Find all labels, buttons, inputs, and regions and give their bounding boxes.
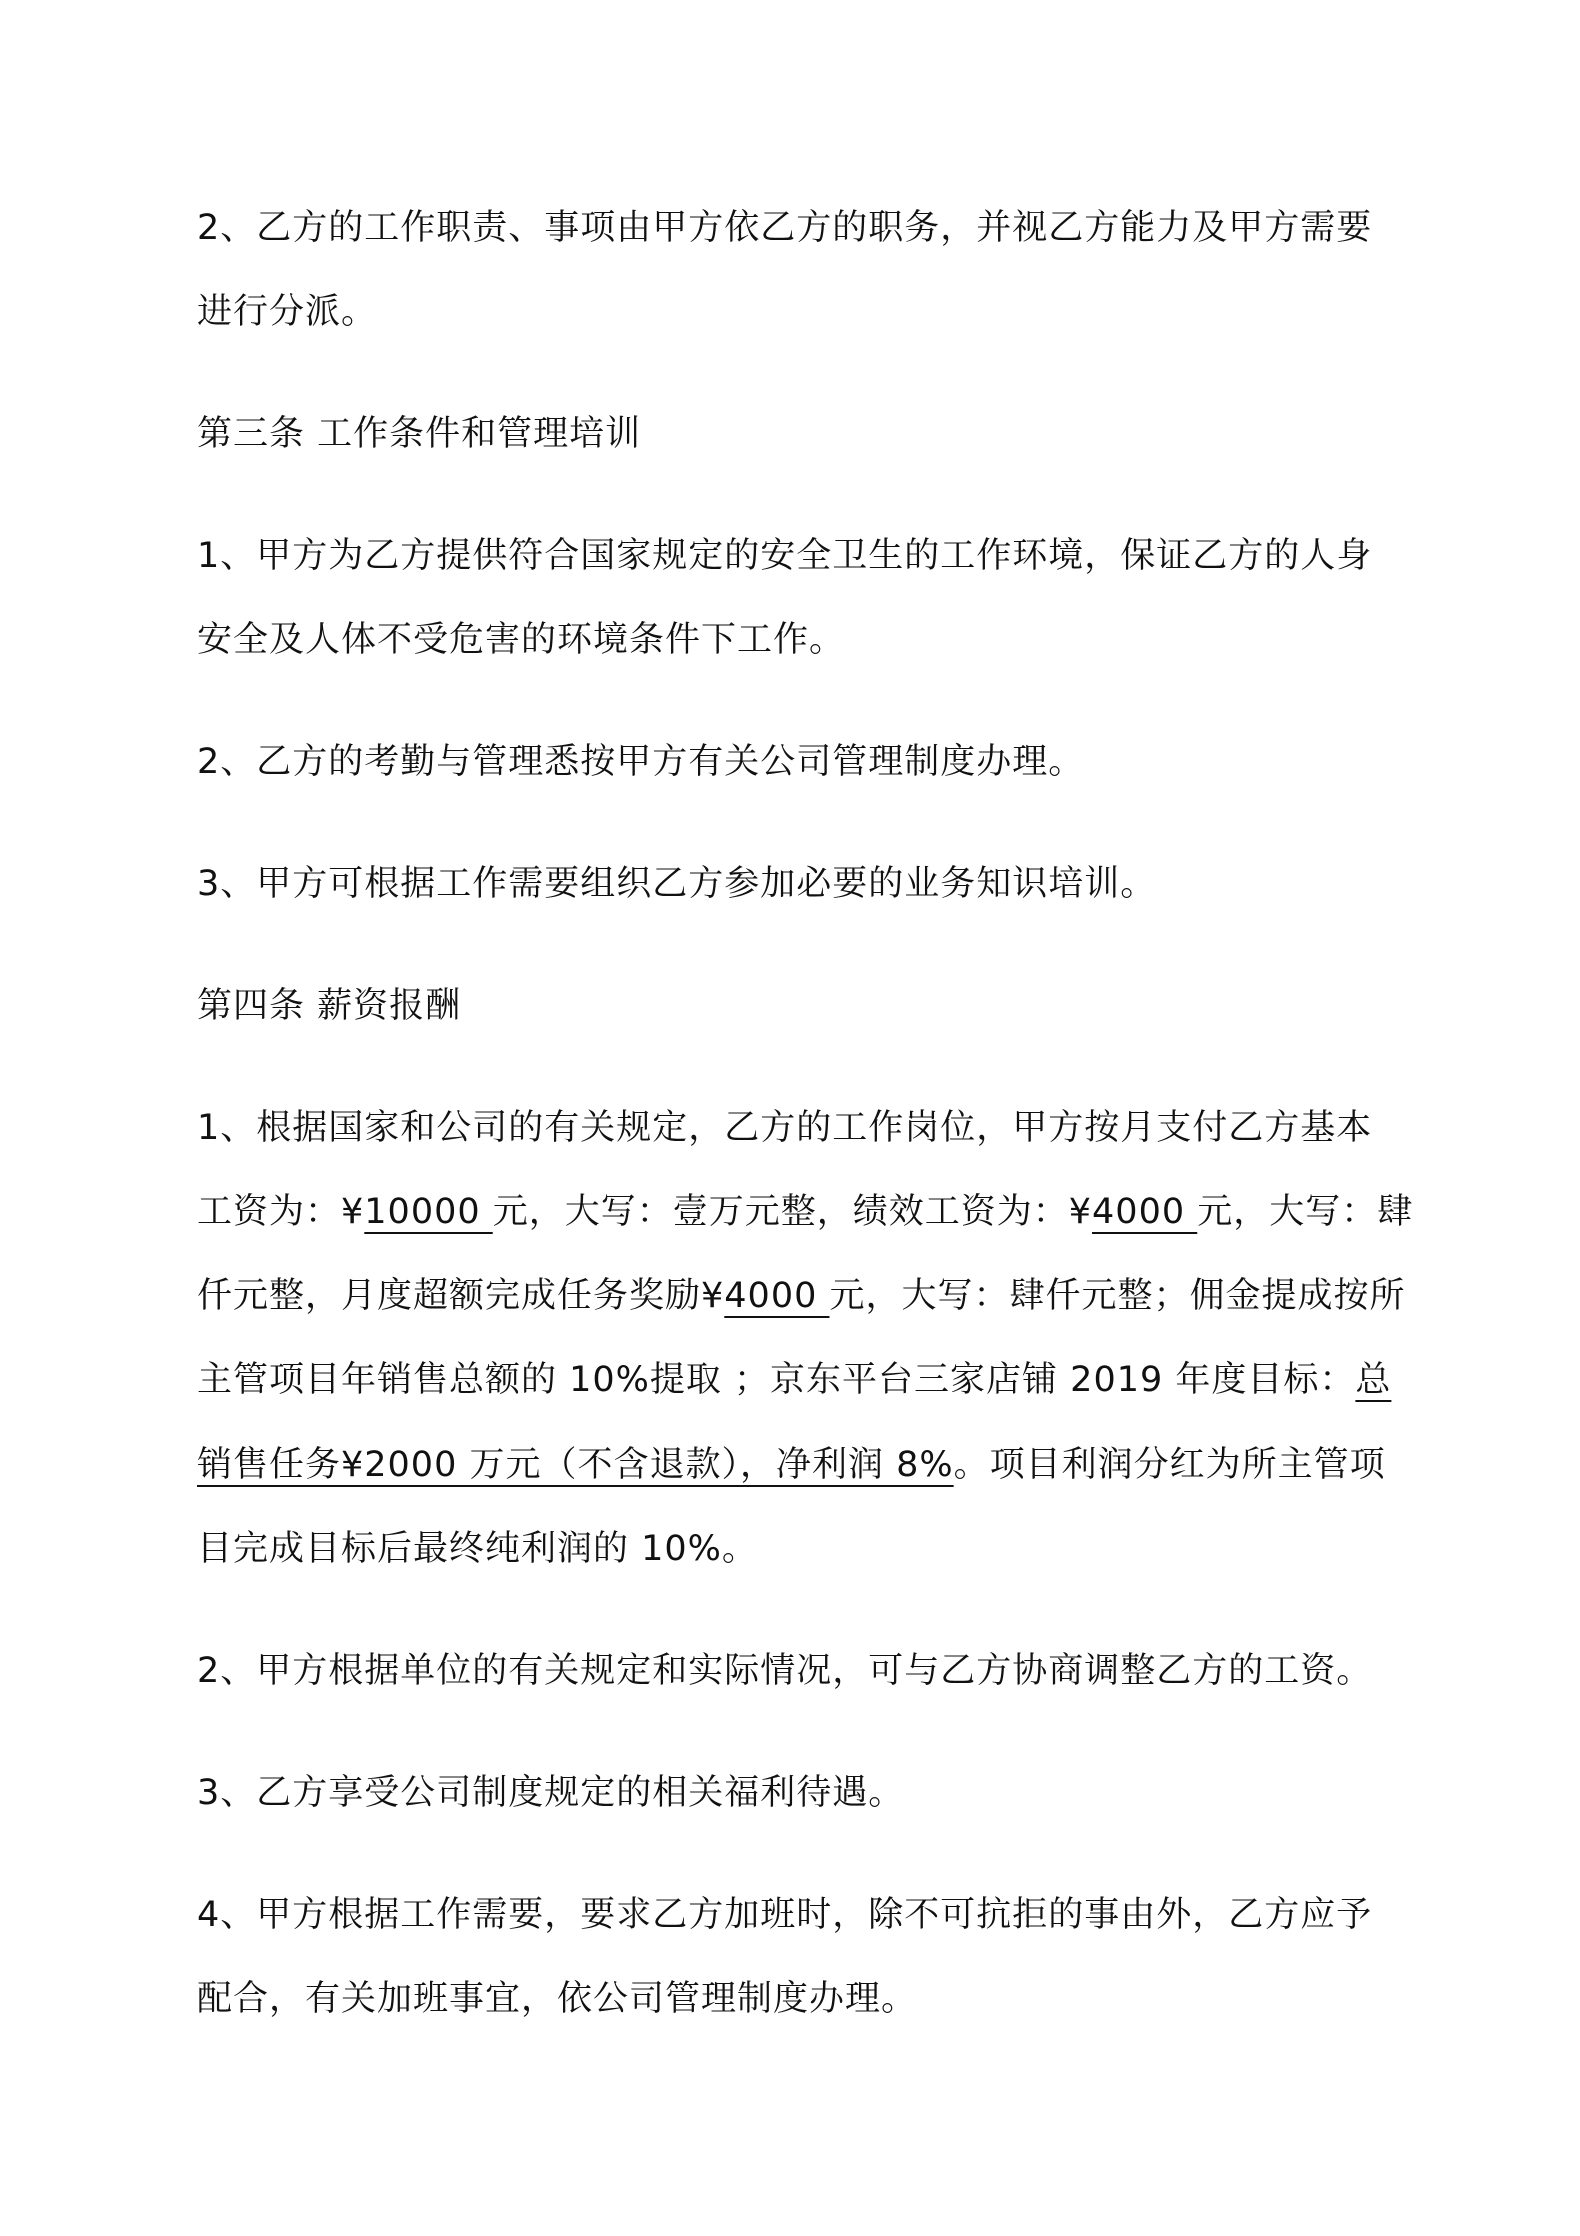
text-segment: 元，大写：壹万元整，绩效工资为：¥ [492, 1192, 1093, 1232]
text-segment: 仟元整，月度超额完成任务奖励¥ [197, 1276, 725, 1316]
sales-target-detail: 销售任务¥2000 万元（不含退款），净利润 8% [197, 1445, 954, 1485]
article-3-item-2: 2、乙方的考勤与管理悉按甲方有关公司管理制度办理。 [197, 742, 1085, 782]
text-segment: 元，大写：肆仟元整；佣金提成按所 [829, 1276, 1406, 1316]
article-4-item-4-line-1: 4、甲方根据工作需要，要求乙方加班时，除不可抗拒的事由外，乙方应予 [197, 1895, 1373, 1935]
article-4-item-3: 3、乙方享受公司制度规定的相关福利待遇。 [197, 1773, 905, 1813]
article-3-item-3: 3、甲方可根据工作需要组织乙方参加必要的业务知识培训。 [197, 864, 1157, 904]
performance-salary-amount: 4000 [1092, 1192, 1198, 1232]
article-3-heading: 第三条 工作条件和管理培训 [197, 414, 642, 454]
clause-2-duties-line-2: 进行分派。 [197, 292, 378, 332]
article-4-item-1-line-3 [197, 1276, 1406, 1316]
base-salary-amount: 10000 [364, 1192, 493, 1232]
text-segment: 。项目利润分红为所主管项 [953, 1445, 1386, 1485]
article-4-item-1-line-6: 目完成目标后最终纯利润的 10%。 [197, 1529, 758, 1569]
article-3-item-1-line-2: 安全及人体不受危害的环境条件下工作。 [197, 620, 846, 660]
bonus-amount: 4000 [724, 1276, 830, 1316]
sales-target-start: 总 [1355, 1360, 1392, 1400]
article-4-item-4-line-2: 配合，有关加班事宜，依公司管理制度办理。 [197, 1979, 918, 2019]
article-4-item-1-line-1: 1、根据国家和公司的有关规定，乙方的工作岗位，甲方按月支付乙方基本 [197, 1108, 1373, 1148]
article-4-item-1-line-5 [197, 1445, 1386, 1485]
article-4-item-2: 2、甲方根据单位的有关规定和实际情况，可与乙方协商调整乙方的工资。 [197, 1651, 1373, 1691]
text-segment: 工资为：¥ [197, 1192, 365, 1232]
clause-2-duties-line-1: 2、乙方的工作职责、事项由甲方依乙方的职务，并视乙方能力及甲方需要 [197, 208, 1373, 248]
text-segment: 元，大写：肆 [1197, 1192, 1414, 1232]
article-4-heading: 第四条 薪资报酬 [197, 986, 462, 1026]
text-segment: 主管项目年销售总额的 10%提取 ；京东平台三家店铺 2019 年度目标： [197, 1360, 1356, 1400]
article-4-item-1-line-2 [197, 1192, 1413, 1232]
article-3-item-1-line-1: 1、甲方为乙方提供符合国家规定的安全卫生的工作环境，保证乙方的人身 [197, 536, 1373, 576]
article-4-item-1-line-4 [197, 1360, 1391, 1400]
